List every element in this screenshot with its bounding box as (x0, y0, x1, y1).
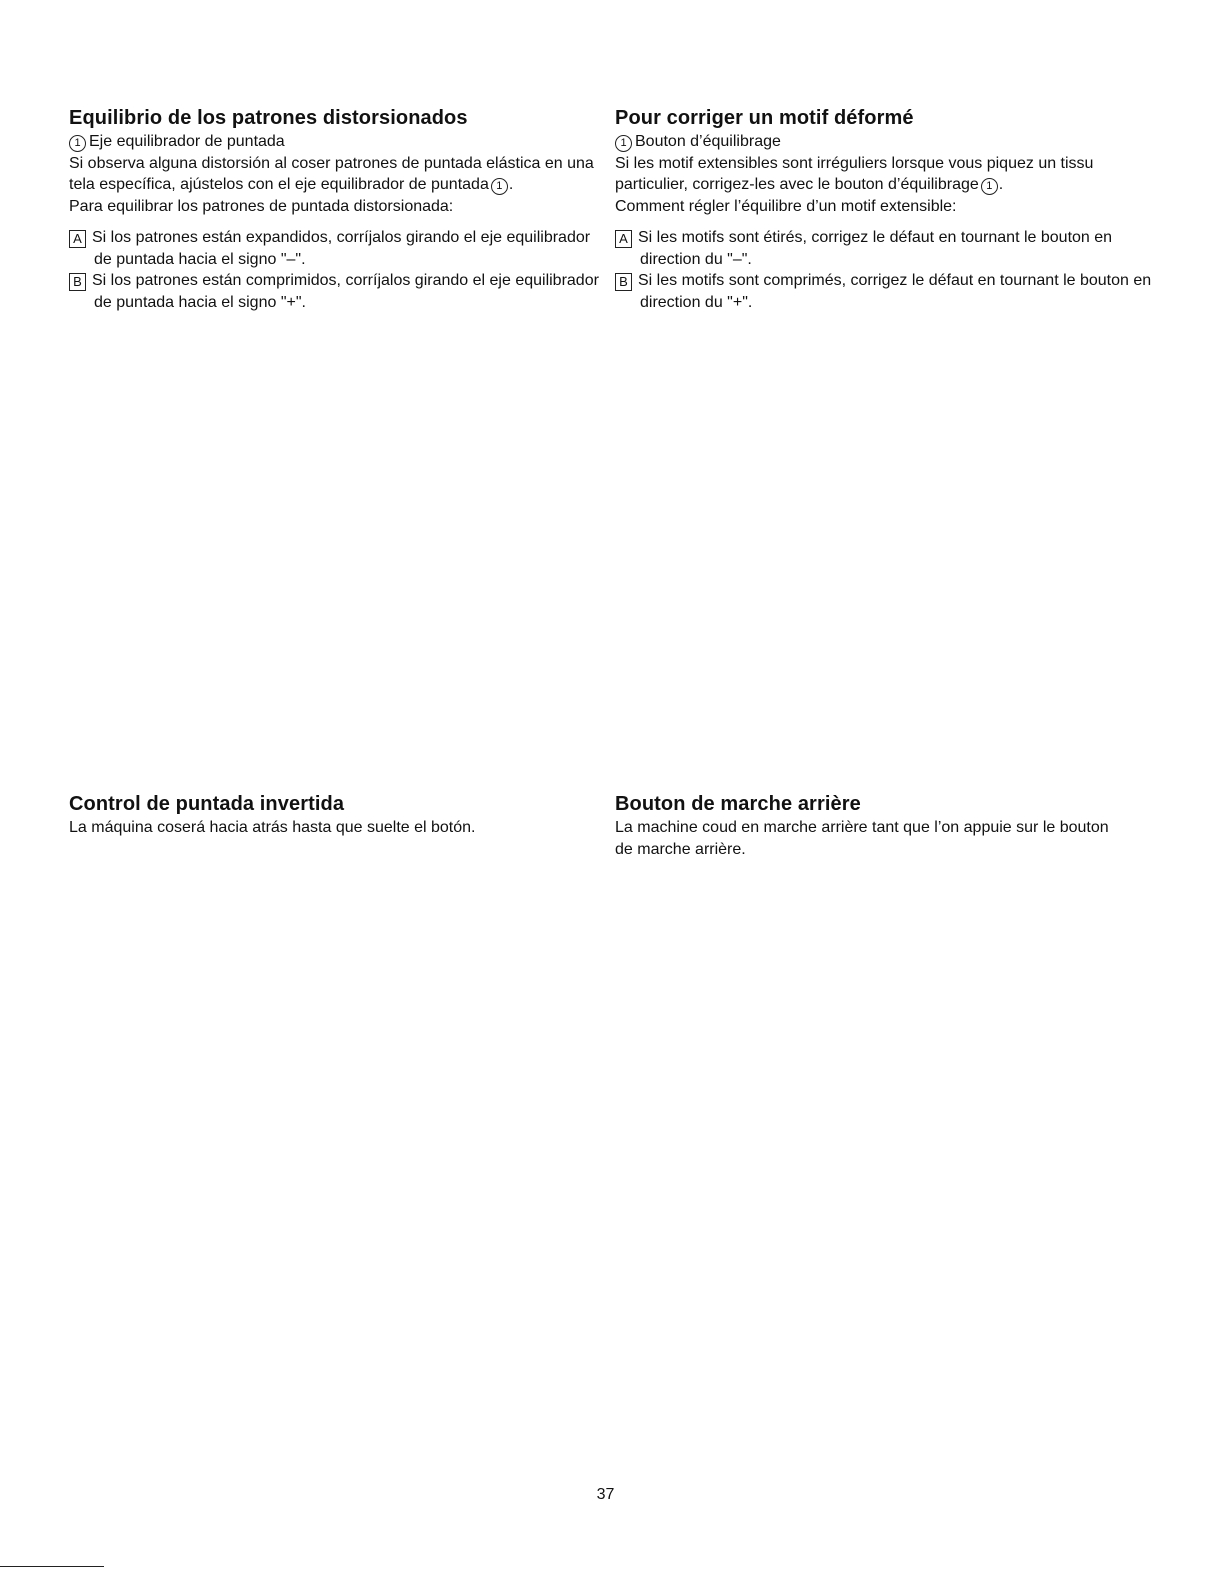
fr-balance-item-b-text: Si les motifs sont comprimés, corrigez le défaut en tournant le bouton en direction du "+". (638, 272, 1152, 311)
es-balance-paragraph-2: Para equilibrar los patrones de puntada distorsionada: (69, 197, 454, 215)
es-balance-paragraph-1-end: . (508, 176, 514, 193)
es-balance-item-b-text: Si los patrones están comprimidos, corríjalos girando el eje equilibrador de puntada hacia el signo "+". (92, 272, 599, 311)
es-balance-item-a-text: Si los patrones están expandidos, corríjalos girando el eje equilibrador de puntada hacia el signo "–". (92, 229, 591, 268)
boxed-letter-marker: B (69, 273, 86, 291)
boxed-letter-marker: B (615, 273, 632, 291)
boxed-letter-marker: A (615, 230, 632, 248)
es-balance-item-b (69, 270, 609, 313)
page-number: 37 (596, 1486, 615, 1503)
es-balance-section (69, 106, 609, 313)
fr-balance-legend-text: Bouton d’équilibrage (635, 133, 781, 150)
circled-number-marker: 1 (615, 135, 632, 152)
circled-number-reference: 1 (491, 178, 508, 195)
fr-balance-item-a (615, 227, 1155, 270)
es-balance-paragraph-1 (69, 153, 609, 196)
fr-balance-title: Pour corriger un motif déformé (615, 107, 914, 129)
es-reverse-title: Control de puntada invertida (69, 793, 345, 815)
footer-rule (0, 1566, 104, 1567)
fr-reverse-section (615, 792, 1155, 860)
fr-balance-section (615, 106, 1155, 313)
es-balance-paragraph-1-text: Si observa alguna distorsión al coser patrones de puntada elástica en una tela específica, ajústelos con el eje equilibrador de puntada (69, 154, 594, 193)
boxed-letter-marker: A (69, 230, 86, 248)
es-reverse-section (69, 792, 609, 839)
fr-reverse-title: Bouton de marche arrière (615, 793, 861, 815)
fr-balance-paragraph-2: Comment régler l’équilibre d’un motif extensible: (615, 197, 957, 215)
fr-balance-paragraph-1 (615, 153, 1155, 196)
es-balance-item-a (69, 227, 609, 270)
fr-reverse-text: La machine coud en marche arrière tant que l’on appuie sur le bouton de marche arrière. (615, 819, 1109, 858)
circled-number-marker: 1 (69, 135, 86, 152)
es-balance-title: Equilibrio de los patrones distorsionados (69, 107, 468, 129)
es-balance-legend-text: Eje equilibrador de puntada (89, 133, 285, 150)
es-reverse-text: La máquina coserá hacia atrás hasta que suelte el botón. (69, 819, 476, 836)
fr-balance-paragraph-1-text: Si les motif extensibles sont irréguliers lorsque vous piquez un tissu particulier, corrigez-les avec le bouton d’équilibrage (615, 154, 1094, 193)
circled-number-reference: 1 (981, 178, 998, 195)
fr-balance-paragraph-1-end: . (998, 176, 1004, 193)
es-balance-legend (69, 131, 609, 153)
fr-balance-item-a-text: Si les motifs sont étirés, corrigez le défaut en tournant le bouton en direction du "–". (638, 229, 1113, 268)
fr-balance-legend (615, 131, 1155, 153)
fr-balance-item-b (615, 270, 1155, 313)
